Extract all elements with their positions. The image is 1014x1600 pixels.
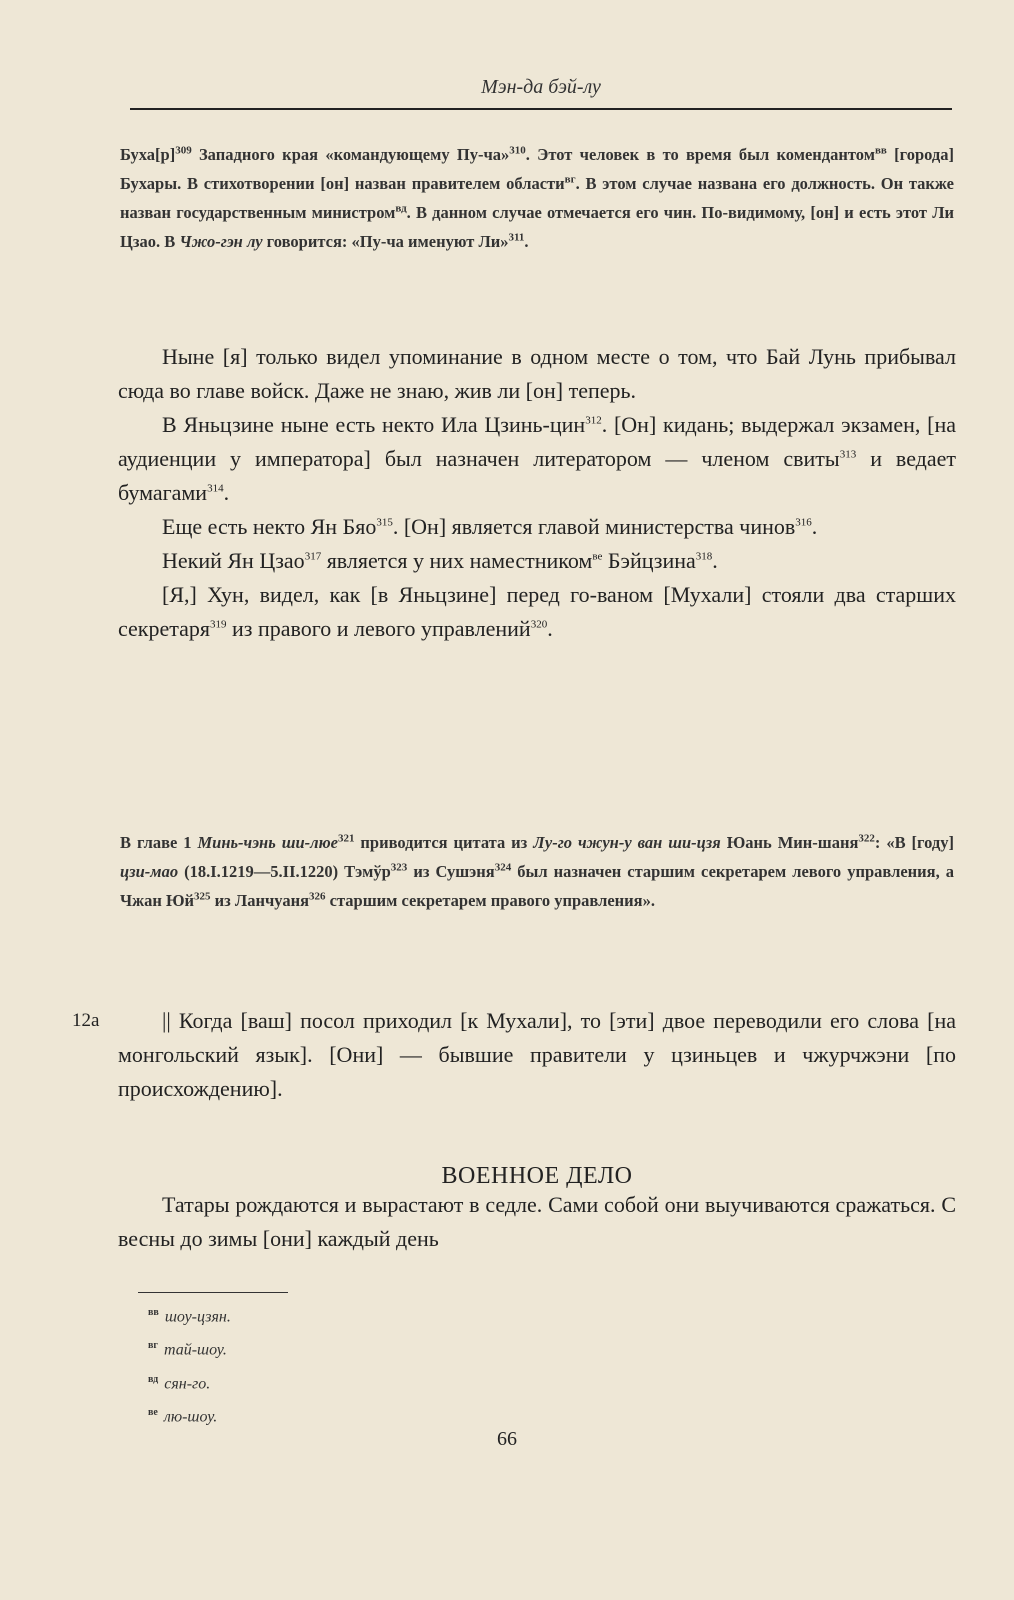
book-title: Лу-го чжун-у ван ши-цзя <box>533 833 721 852</box>
footnote-text: тай-шоу. <box>163 1341 227 1359</box>
paragraph: Татары рождаются и вырастают в седле. Сами собой они выучиваются сражаться. С весны до зимы [они] каждый день <box>118 1192 956 1251</box>
footnote-text: шоу-цзян. <box>164 1308 231 1326</box>
commentary-note-1 <box>120 140 954 256</box>
note-text: Юань Мин-шаня <box>720 833 859 852</box>
paragraph: Ныне [я] только видел упоминание в одном месте о том, что Бай Лунь прибывал сюда во главе войск. Даже не знаю, жив ли [он] теперь. <box>118 344 956 403</box>
note-text: [города] Бухары. В стихотворении [он] назван правителем области <box>120 145 955 193</box>
text-run: Бэйцзина <box>602 548 696 573</box>
note-text: старшим секретарем правого управления». <box>325 891 655 910</box>
text-run: . [Он] является главой министерства чинов <box>392 514 796 539</box>
note-ref: 326 <box>309 890 326 903</box>
note-ref: 324 <box>494 861 512 874</box>
running-head: Мэн-да бэй-лу <box>481 76 601 98</box>
note-ref: вг <box>564 173 576 186</box>
cyclical-year: цзи-мао <box>120 862 179 881</box>
note-text: . <box>524 232 529 251</box>
note-ref: 319 <box>210 618 227 631</box>
note-text: Буха[р] <box>120 145 176 164</box>
text-run: и ведает бумагами <box>118 446 957 505</box>
text-run: является у них наместником <box>321 548 593 573</box>
note-text: приводится цитата из <box>354 833 534 852</box>
note-text: говорится: «Пу-ча именуют Ли» <box>262 232 509 251</box>
text-run: Еще есть некто Ян Бяо <box>162 514 377 539</box>
commentary-note-2 <box>120 828 954 915</box>
note-ref: 315 <box>376 516 393 529</box>
note-text: . В этом случае названа его должность. Он также назван государственным министром <box>120 174 955 222</box>
footnote <box>148 1298 231 1331</box>
paragraph <box>118 544 956 578</box>
note-ref: 320 <box>530 618 548 631</box>
note-text: из Ланчуаня <box>210 891 310 910</box>
note-text: В главе 1 <box>120 833 198 852</box>
note-text: Западного края «командующему Пу-ча» <box>191 145 510 164</box>
paragraph <box>118 578 956 646</box>
note-ref: 310 <box>509 144 526 157</box>
note-ref: вв <box>874 144 887 157</box>
footnote <box>148 1331 231 1364</box>
note-ref: 313 <box>839 448 857 461</box>
margin-folio-label: 12а <box>72 1010 100 1031</box>
note-ref: 309 <box>175 144 192 157</box>
footnote <box>148 1398 231 1431</box>
note-ref: ве <box>592 550 603 563</box>
footnote-mark: ве <box>148 1406 158 1418</box>
paragraph <box>118 408 956 510</box>
note-ref: 323 <box>390 861 408 874</box>
text-run: . <box>547 616 553 641</box>
main-text-1 <box>118 340 956 646</box>
note-text: был назначен старшим секретарем левого управления, а Чжан Юй <box>120 862 954 910</box>
note-text: : «В [году] <box>874 833 954 852</box>
note-ref: 322 <box>858 832 875 845</box>
text-run: . <box>811 514 818 539</box>
footnote-text: лю-шоу. <box>163 1408 218 1426</box>
footnote-mark: вд <box>148 1373 159 1385</box>
note-text: . В данном случае отмечается его чин. По-видимому, [он] и есть этот Ли Цзао. В <box>120 203 955 251</box>
paragraph: || Когда [ваш] посол приходил [к Мухали], то [эти] двое переводили его слова [на монгольский язык]. [Они] — бывшие правители у цзиньцев и чжурчжэни [по происхождению]. <box>118 1008 956 1101</box>
note-ref: 312 <box>585 414 602 427</box>
text-run: В Яньцзине ныне есть некто Ила Цзинь-цин <box>162 412 586 437</box>
text-run: из правого и левого управлений <box>226 616 531 641</box>
footnote-text: сян-го. <box>164 1374 211 1392</box>
header-rule <box>130 108 952 110</box>
text-run: Некий Ян Цзао <box>162 548 305 573</box>
footnote <box>148 1365 231 1398</box>
footnotes <box>148 1298 231 1431</box>
section-title: ВОЕННОЕ ДЕЛО <box>441 1163 633 1189</box>
note-ref: 318 <box>695 550 713 563</box>
footnote-mark: вг <box>148 1340 158 1352</box>
note-ref: 325 <box>194 890 211 903</box>
book-title: Чжо-гэн лу <box>179 232 263 251</box>
text-run: . <box>223 480 230 505</box>
text-run: . <box>712 548 718 573</box>
note-ref: 311 <box>508 231 525 244</box>
note-ref: вд <box>395 202 407 215</box>
footnote-rule <box>138 1292 288 1293</box>
note-text: из Сушэня <box>407 862 495 881</box>
main-text-3 <box>118 1188 956 1256</box>
text-run: [Я,] Хун, видел, как [в Яньцзине] перед го-ваном [Мухали] стояли два старших секретаря <box>118 582 956 641</box>
text-run: . [Он] кидань; выдержал экзамен, [на аудиенции у императора] был назначен литератором — членом свиты <box>118 412 956 471</box>
page-number: 66 <box>497 1428 517 1450</box>
book-title: Минь-чэнь ши-люе <box>197 833 338 852</box>
note-ref: 316 <box>795 516 812 529</box>
note-text: (18.I.1219—5.II.1220) Тэмўр <box>178 862 391 881</box>
main-text-2 <box>118 1004 956 1106</box>
footnote-mark: вв <box>148 1307 159 1318</box>
note-text: . Этот человек в то время был комендантом <box>525 145 875 164</box>
note-ref: 321 <box>337 832 355 845</box>
note-ref: 317 <box>304 550 322 563</box>
paragraph <box>118 510 956 544</box>
note-ref: 314 <box>207 482 224 495</box>
